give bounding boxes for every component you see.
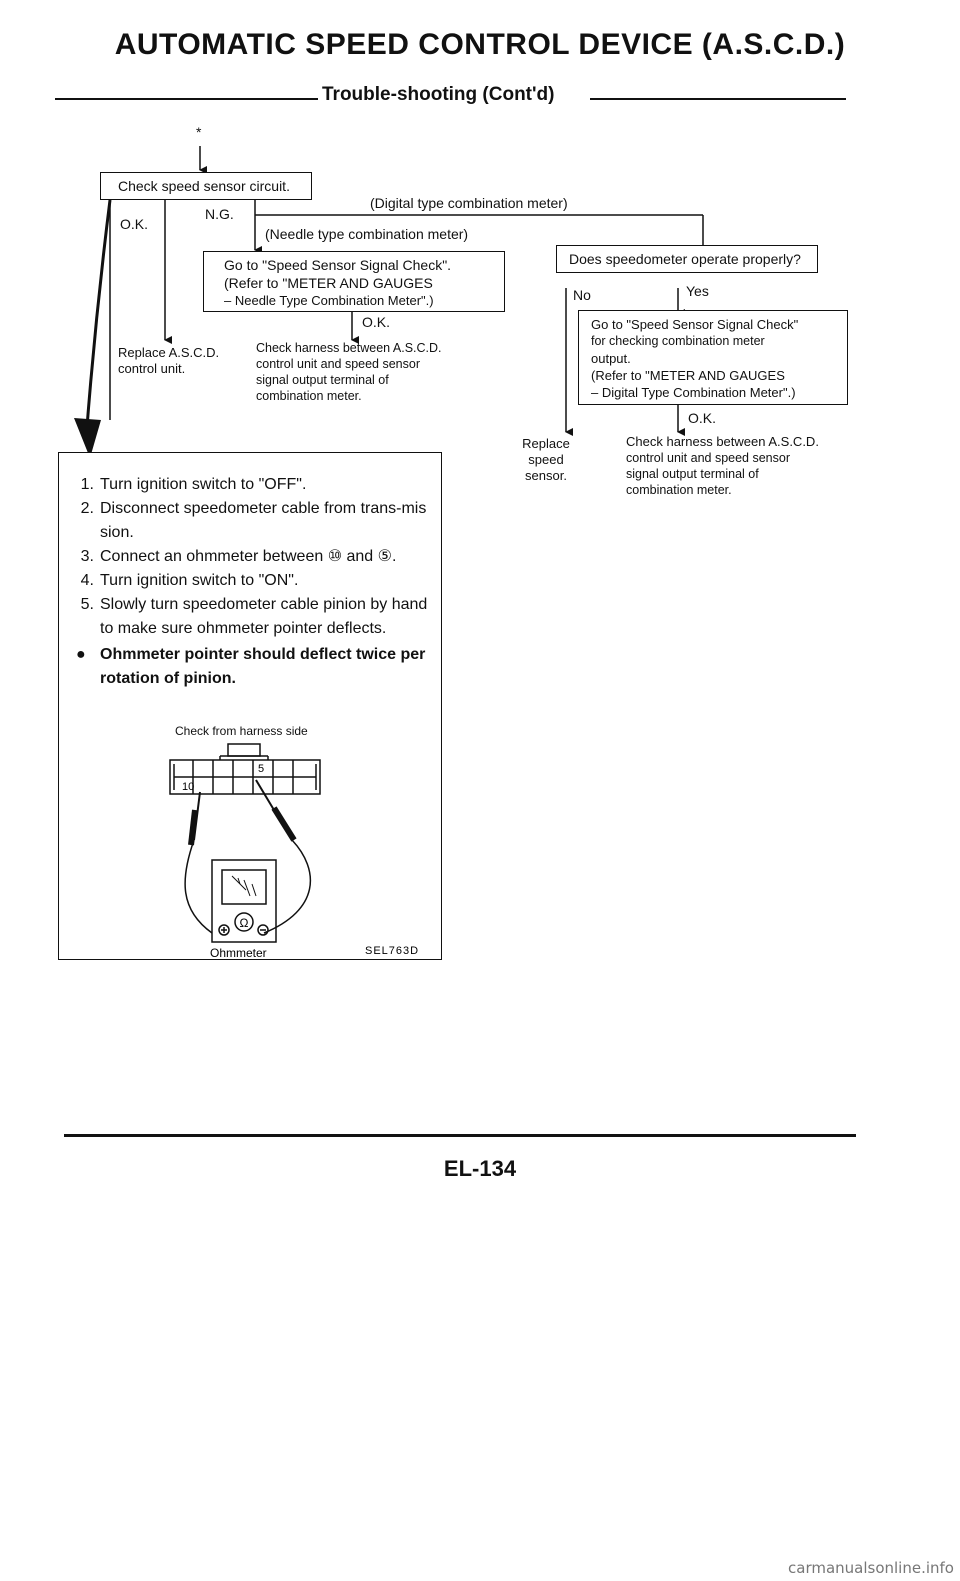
digital-goto-line-4: (Refer to "METER AND GAUGES (591, 368, 785, 383)
figure-caption: Check from harness side (175, 724, 308, 738)
step-text: Turn ignition switch to "ON". (100, 572, 299, 589)
procedure-steps (70, 473, 430, 691)
replace-sensor-line-2: speed sensor. (525, 452, 567, 483)
ok-label: O.K. (120, 216, 149, 232)
check-speed-sensor-box (100, 172, 312, 200)
step-text: Turn ignition switch to "OFF". (100, 476, 307, 493)
ohmmeter-figure (160, 740, 440, 960)
bullet-text: Ohmmeter pointer should deflect twice per rotation of pinion. (100, 646, 426, 687)
step-text: Connect an ohmmeter between ⑩ and ⑤. (100, 548, 397, 565)
page-number: EL-134 (443, 1156, 517, 1181)
procedure-step-4 (70, 569, 430, 593)
replace-unit-text (118, 345, 219, 377)
no-label: No (573, 287, 591, 303)
digital-harness-line-2: control unit and speed sensor (626, 451, 790, 465)
digital-ok-label: O.K. (688, 410, 717, 426)
procedure-step-1 (70, 473, 430, 497)
needle-goto-line-2: (Refer to "METER AND GAUGES (224, 275, 433, 291)
needle-check-harness-text (256, 340, 442, 404)
watermark: carmanualsonline.info (788, 1559, 954, 1577)
digital-goto-line-3: output. (591, 351, 631, 366)
section-subtitle: Trouble-shooting (Cont'd) (318, 84, 558, 106)
needle-goto-line-3: – Needle Type Combination Meter".) (224, 293, 434, 308)
digital-harness-line-3: signal output terminal of (626, 467, 759, 481)
step-number: 4. (80, 572, 94, 589)
digital-harness-line-4: combination meter. (626, 483, 732, 497)
step-number: 5. (80, 596, 94, 613)
bullet-dot-icon: ● (76, 646, 86, 663)
yes-label: Yes (686, 283, 709, 299)
figure-code: SEL763D (365, 945, 420, 957)
procedure-step-5 (70, 593, 430, 641)
step-number: 1. (80, 476, 94, 493)
needle-goto-line-1: Go to "Speed Sensor Signal Check". (224, 257, 452, 273)
needle-harness-line-2: control unit and speed sensor (256, 357, 420, 371)
step-text: Disconnect speedometer cable from trans-mission. (100, 500, 427, 541)
needle-type-label: (Needle type combination meter) (265, 226, 469, 242)
needle-harness-line-1: Check harness between A.S.C.D. (256, 341, 442, 355)
needle-harness-line-3: signal output terminal of (256, 373, 389, 387)
footer-rule (64, 1134, 856, 1137)
does-speedometer-text: Does speedometer operate properly? (569, 251, 801, 267)
digital-goto-line-5: – Digital Type Combination Meter".) (591, 385, 796, 400)
ohm-symbol: Ω (239, 916, 249, 930)
digital-goto-line-2: for checking combination meter (591, 334, 765, 348)
digital-check-harness-text (626, 434, 819, 498)
procedure-step-2 (70, 497, 430, 545)
ohmmeter-label: Ohmmeter (210, 946, 267, 960)
needle-ok-label: O.K. (362, 314, 391, 330)
digital-goto-line-1: Go to "Speed Sensor Signal Check" (591, 317, 799, 332)
procedure-step-3 (70, 545, 430, 569)
step-number: 2. (80, 500, 94, 517)
replace-unit-line-2: control unit. (118, 361, 186, 376)
replace-unit-line-1: Replace A.S.C.D. (118, 345, 220, 360)
step-number: 3. (80, 548, 94, 565)
needle-goto-box (203, 251, 505, 312)
pin-10-label: 10 (182, 781, 195, 793)
digital-type-label: (Digital type combination meter) (370, 195, 568, 211)
page-title: AUTOMATIC SPEED CONTROL DEVICE (A.S.C.D.) (114, 28, 846, 61)
digital-harness-line-1: Check harness between A.S.C.D. (626, 434, 819, 449)
check-speed-sensor-text: Check speed sensor circuit. (118, 178, 290, 194)
replace-sensor-text (510, 436, 582, 484)
start-marker: * (196, 124, 202, 140)
pin-5-label: 5 (258, 763, 265, 775)
replace-sensor-line-1: Replace (522, 436, 570, 451)
step-text: Slowly turn speedometer cable pinion by hand to make sure ohmmeter pointer deflects. (100, 596, 428, 637)
needle-harness-line-4: combination meter. (256, 389, 362, 403)
ng-label: N.G. (205, 206, 234, 222)
does-speedometer-box (556, 245, 818, 273)
digital-goto-box (578, 310, 848, 405)
procedure-bullet (70, 643, 430, 691)
